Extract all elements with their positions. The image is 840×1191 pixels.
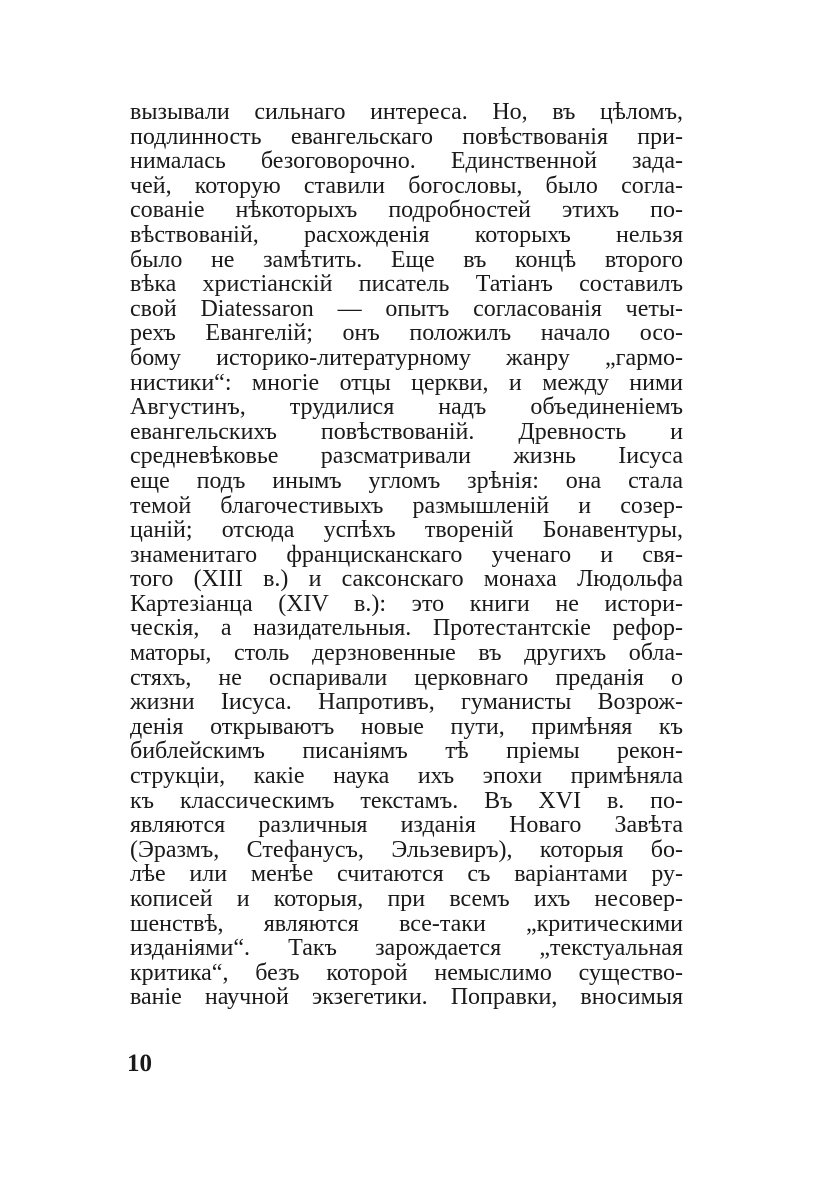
- text-line: вѣка христіанскій писатель Татіанъ составилъ: [130, 271, 683, 298]
- text-line: изданіями“. Такъ зарождается „текстуальная: [130, 935, 683, 962]
- text-line: ваніе научной экзегетики. Поправки, вносимыя: [130, 984, 683, 1011]
- text-line: являются различныя изданія Новаго Завѣта: [130, 812, 683, 839]
- text-line: чей, которую ставили богословы, было согла-: [130, 172, 683, 199]
- text-line: евангельскихъ повѣствованій. Древность и: [130, 418, 683, 445]
- text-line: рехъ Евангелій; онъ положилъ начало осо-: [130, 320, 683, 347]
- text-line: жизни Іисуса. Напротивъ, гуманисты Возрож-: [130, 689, 683, 716]
- text-line: знаменитаго францисканскаго ученаго и свя-: [130, 541, 683, 568]
- text-line: бому историко-литературному жанру „гармо-: [130, 344, 683, 371]
- text-line: къ классическимъ текстамъ. Въ XVI в. по-: [130, 787, 683, 814]
- page-number: 10: [127, 1050, 152, 1077]
- text-line: вѣствованій, расхожденія которыхъ нельзя: [130, 221, 683, 248]
- text-line: темой благочестивыхъ размышленій и созер-: [130, 492, 683, 519]
- text-line: того (XIII в.) и саксонскаго монаха Людольфа: [130, 566, 683, 593]
- text-line: ческія, а назидательныя. Протестантскіе рефор-: [130, 615, 683, 642]
- text-line: средневѣковье разсматривали жизнь Іисуса: [130, 443, 683, 470]
- text-line: цаній; отсюда успѣхъ твореній Бонавентуры,: [130, 517, 683, 544]
- text-line: нистики“: многіе отцы церкви, и между ними: [130, 369, 683, 396]
- text-line: маторы, столь дерзновенные въ другихъ обла-: [130, 640, 683, 667]
- text-line: сованіе нѣкоторыхъ подробностей этихъ по-: [130, 197, 683, 224]
- text-line: струкціи, какіе наука ихъ эпохи примѣняла: [130, 763, 683, 790]
- text-line: нималась безоговорочно. Единственной зада-: [130, 148, 683, 175]
- text-line: Августинъ, трудилися надъ объединеніемъ: [130, 394, 683, 421]
- text-line: кописей и которыя, при всемъ ихъ несовер-: [130, 886, 683, 912]
- text-line: денія открываютъ новые пути, примѣняя къ: [130, 713, 683, 740]
- text-line: Картезіанца (XIV в.): это книги не истори-: [130, 590, 683, 617]
- text-line: шенствѣ, являются все-таки „критическими: [130, 910, 683, 937]
- text-line: критика“, безъ которой немыслимо существо-: [130, 959, 683, 986]
- text-line: подлинность евангельскаго повѣствованія при-: [130, 123, 683, 150]
- text-line: стяхъ, не оспаривали церковнаго преданія о: [130, 664, 683, 691]
- text-line: еще подъ инымъ угломъ зрѣнія: она стала: [130, 467, 683, 494]
- text-line: (Эразмъ, Стефанусъ, Эльзевиръ), которыя бо-: [130, 836, 683, 863]
- text-line: свой Diatessaron — опытъ согласованія четы-: [130, 295, 683, 322]
- text-line: вызывали сильнаго интереса. Но, въ цѣломъ,: [130, 99, 683, 125]
- body-text: [130, 100, 683, 1010]
- text-line: лѣе или менѣе считаются съ варіантами ру-: [130, 861, 683, 888]
- text-line: было не замѣтить. Еще въ концѣ второго: [130, 246, 683, 273]
- text-line: библейскимъ писаніямъ тѣ пріемы рекон-: [130, 738, 683, 765]
